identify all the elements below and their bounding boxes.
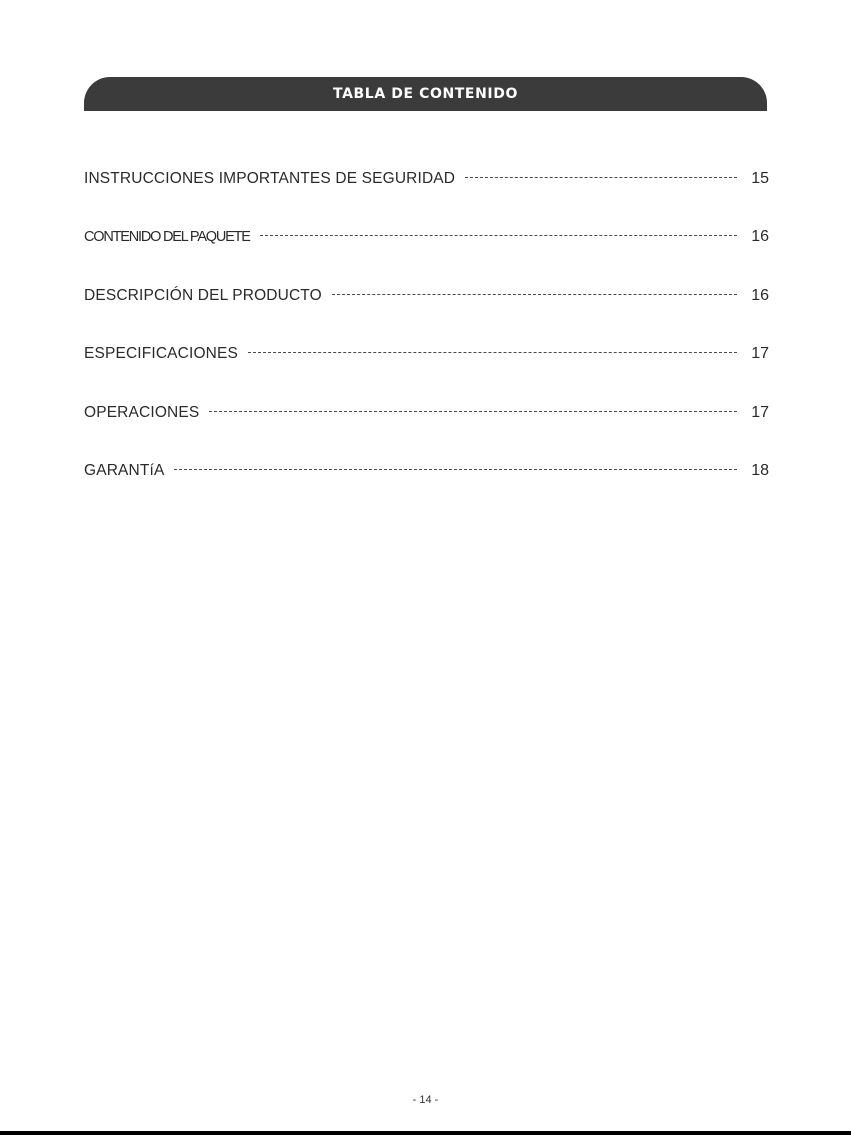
page-title: TABLA DE CONTENIDO	[333, 86, 518, 102]
toc-entry-product-description[interactable]	[84, 287, 769, 345]
toc-entry-label: INSTRUCCIONES IMPORTANTES DE SEGURIDAD	[84, 170, 456, 187]
bottom-border-rule	[0, 1131, 851, 1135]
toc-dot-leader	[332, 294, 737, 295]
toc-entry-specifications[interactable]	[84, 345, 769, 403]
section-header-bar	[84, 77, 767, 111]
toc-entry-label: CONTENIDO DEL PAQUETE	[84, 229, 250, 246]
table-of-contents	[84, 170, 769, 520]
toc-dot-leader	[209, 411, 737, 412]
toc-dot-leader	[465, 177, 737, 178]
toc-dot-leader	[260, 235, 737, 236]
toc-entry-page: 18	[751, 461, 769, 479]
toc-entry-page: 15	[751, 170, 769, 187]
toc-entry-page: 17	[751, 345, 769, 363]
toc-entry-safety-instructions[interactable]	[84, 170, 769, 228]
toc-entry-warranty[interactable]	[84, 462, 769, 520]
toc-entry-package-contents[interactable]	[84, 228, 769, 286]
toc-dot-leader	[174, 469, 737, 470]
toc-entry-page: 17	[751, 403, 769, 421]
toc-entry-page: 16	[751, 286, 769, 304]
toc-dot-leader	[248, 352, 737, 353]
toc-entry-label: GARANTíA	[84, 461, 165, 479]
toc-entry-label: OPERACIONES	[84, 403, 200, 421]
toc-entry-label: ESPECIFICACIONES	[84, 345, 238, 363]
toc-entry-label: DESCRIPCIÓN DEL PRODUCTO	[84, 286, 322, 304]
toc-entry-page: 16	[751, 228, 769, 246]
page-number: - 14 -	[412, 1094, 439, 1106]
toc-entry-operations[interactable]	[84, 404, 769, 462]
